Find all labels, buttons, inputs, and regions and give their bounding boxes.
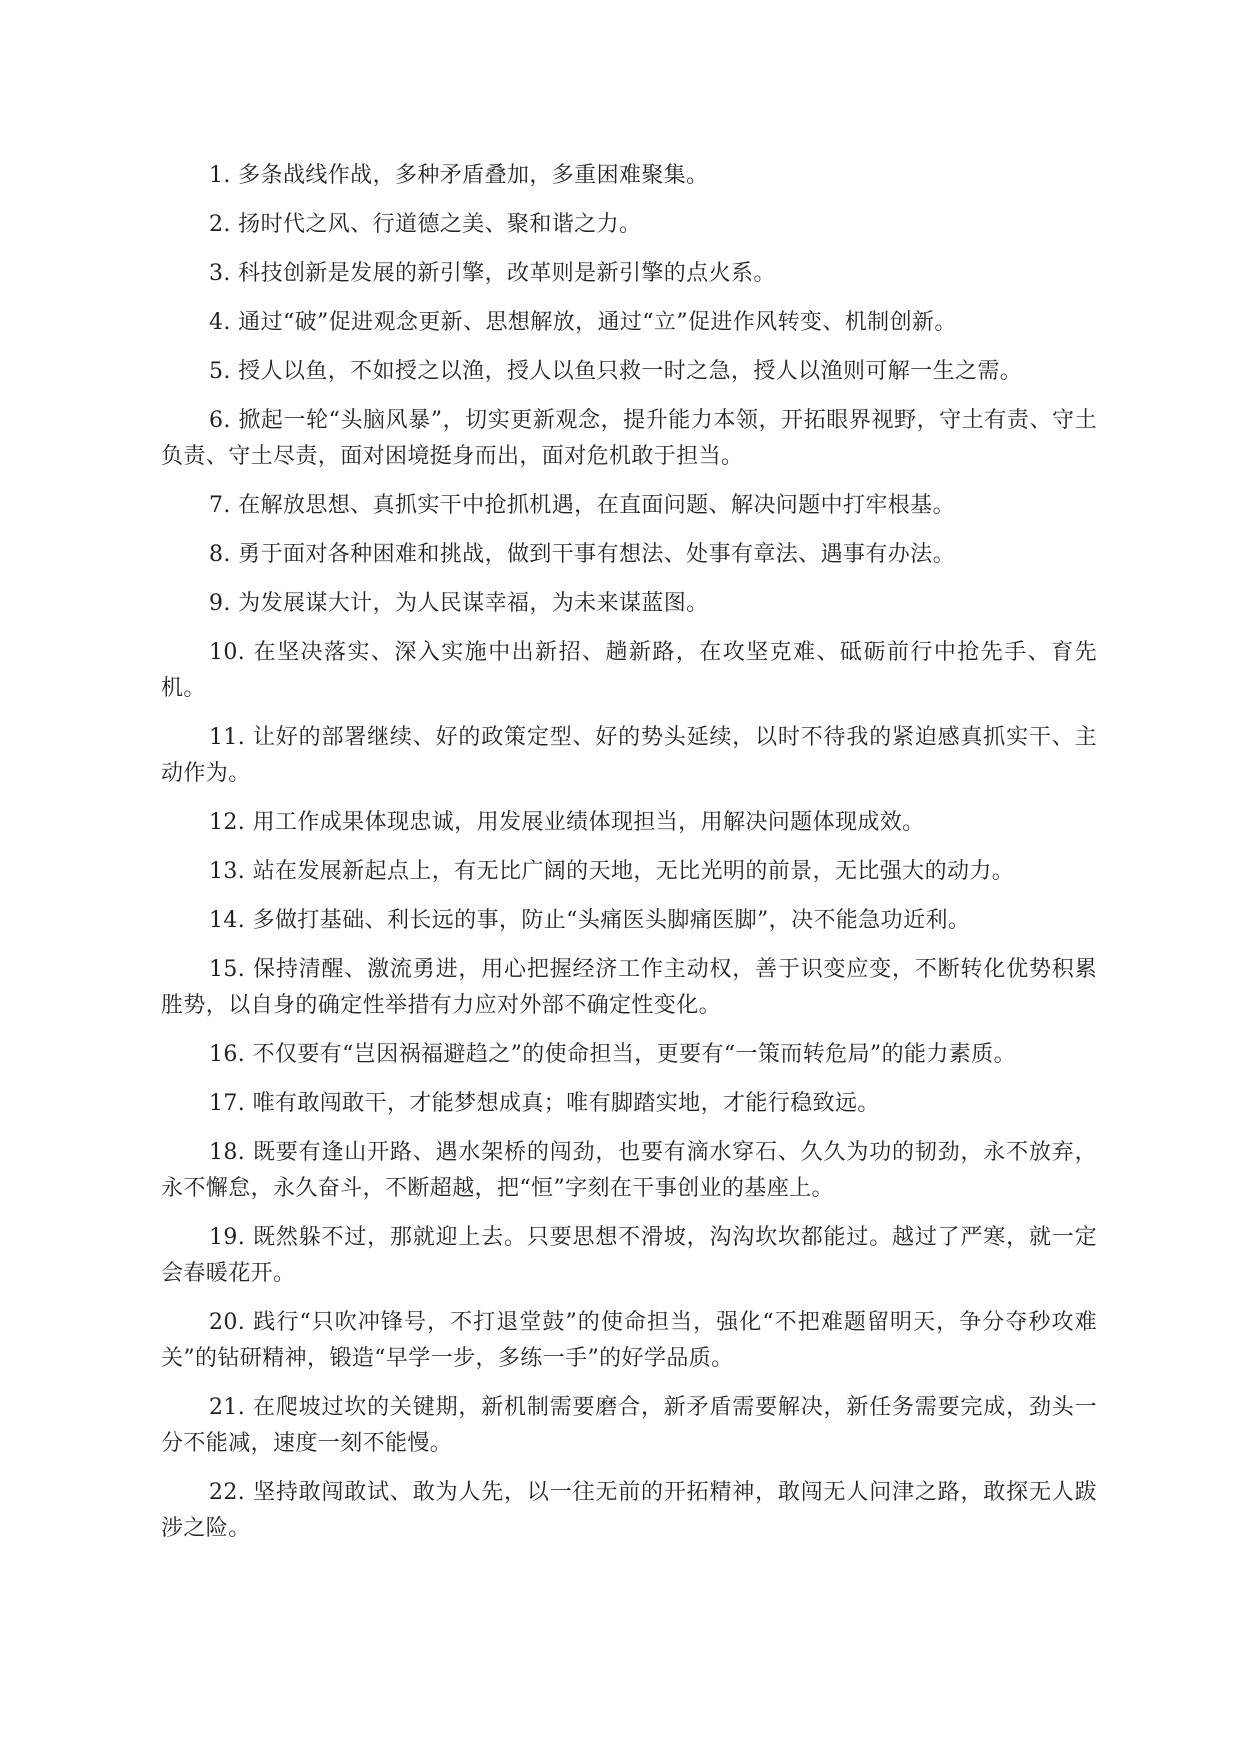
list-item: 12. 用工作成果体现忠诚，用发展业绩体现担当，用解决问题体现成效。 [209,810,925,835]
list-item: 19. 既然躲不过，那就迎上去。只要思想不滑坡，沟沟坎坎都能过。越过了严寒，就一定会春暖花开。 [161,1225,1097,1286]
list-item: 21. 在爬坡过坎的关键期，新机制需要磨合，新矛盾需要解决，新任务需要完成，劲头一分不能减，速度一刻不能慢。 [161,1395,1097,1456]
list-item: 22. 坚持敢闯敢试、敢为人先，以一往无前的开拓精神，敢闯无人问津之路，敢探无人跋涉之险。 [161,1480,1097,1541]
list-item: 18. 既要有逢山开路、遇水架桥的闯劲，也要有滴水穿石、久久为功的韧劲，永不放弃，永不懈怠，永久奋斗，不断超越，把“恒”字刻在干事创业的基座上。 [161,1140,1097,1201]
document-body [161,158,1097,1560]
list-item: 16. 不仅要有“岂因祸福避趋之”的使命担当，更要有“一策而转危局”的能力素质。 [209,1042,1016,1067]
list-item: 1. 多条战线作战，多种矛盾叠加，多重困难聚集。 [209,163,709,188]
list-item: 4. 通过“破”促进观念更新、思想解放，通过“立”促进作风转变、机制创新。 [209,310,957,335]
list-item: 14. 多做打基础、利长远的事，防止“头痛医头脚痛医脚”，决不能急功近利。 [209,908,971,933]
list-item: 15. 保持清醒、激流勇进，用心把握经济工作主动权，善于识变应变，不断转化优势积累胜势，以自身的确定性举措有力应对外部不确定性变化。 [161,957,1097,1018]
list-item: 3. 科技创新是发展的新引擎，改革则是新引擎的点火系。 [209,261,776,286]
list-item: 7. 在解放思想、真抓实干中抢抓机遇，在直面问题、解决问题中打牢根基。 [209,493,955,518]
list-item: 9. 为发展谋大计，为人民谋幸福，为未来谋蓝图。 [209,591,709,616]
list-item: 5. 授人以鱼，不如授之以渔，授人以鱼只救一时之急，授人以渔则可解一生之需。 [209,359,1023,384]
list-item: 13. 站在发展新起点上，有无比广阔的天地，无比光明的前景，无比强大的动力。 [209,859,1015,884]
list-item: 17. 唯有敢闯敢干，才能梦想成真；唯有脚踏实地，才能行稳致远。 [209,1091,880,1116]
list-item: 2. 扬时代之风、行道德之美、聚和谐之力。 [209,212,642,237]
list-item: 6. 掀起一轮“头脑风暴”，切实更新观念，提升能力本领，开拓眼界视野，守土有责、守土负责、守土尽责，面对困境挺身而出，面对危机敢于担当。 [161,408,1097,469]
list-item: 20. 践行“只吹冲锋号，不打退堂鼓”的使命担当，强化“不把难题留明天，争分夺秒攻难关”的钻研精神，锻造“早学一步，多练一手”的好学品质。 [161,1310,1097,1371]
list-item: 8. 勇于面对各种困难和挑战，做到干事有想法、处事有章法、遇事有办法。 [209,542,955,567]
list-item: 10. 在坚决落实、深入实施中出新招、趟新路，在攻坚克难、砥砺前行中抢先手、育先机。 [161,640,1097,701]
list-item: 11. 让好的部署继续、好的政策定型、好的势头延续，以时不待我的紧迫感真抓实干、主动作为。 [161,725,1097,786]
